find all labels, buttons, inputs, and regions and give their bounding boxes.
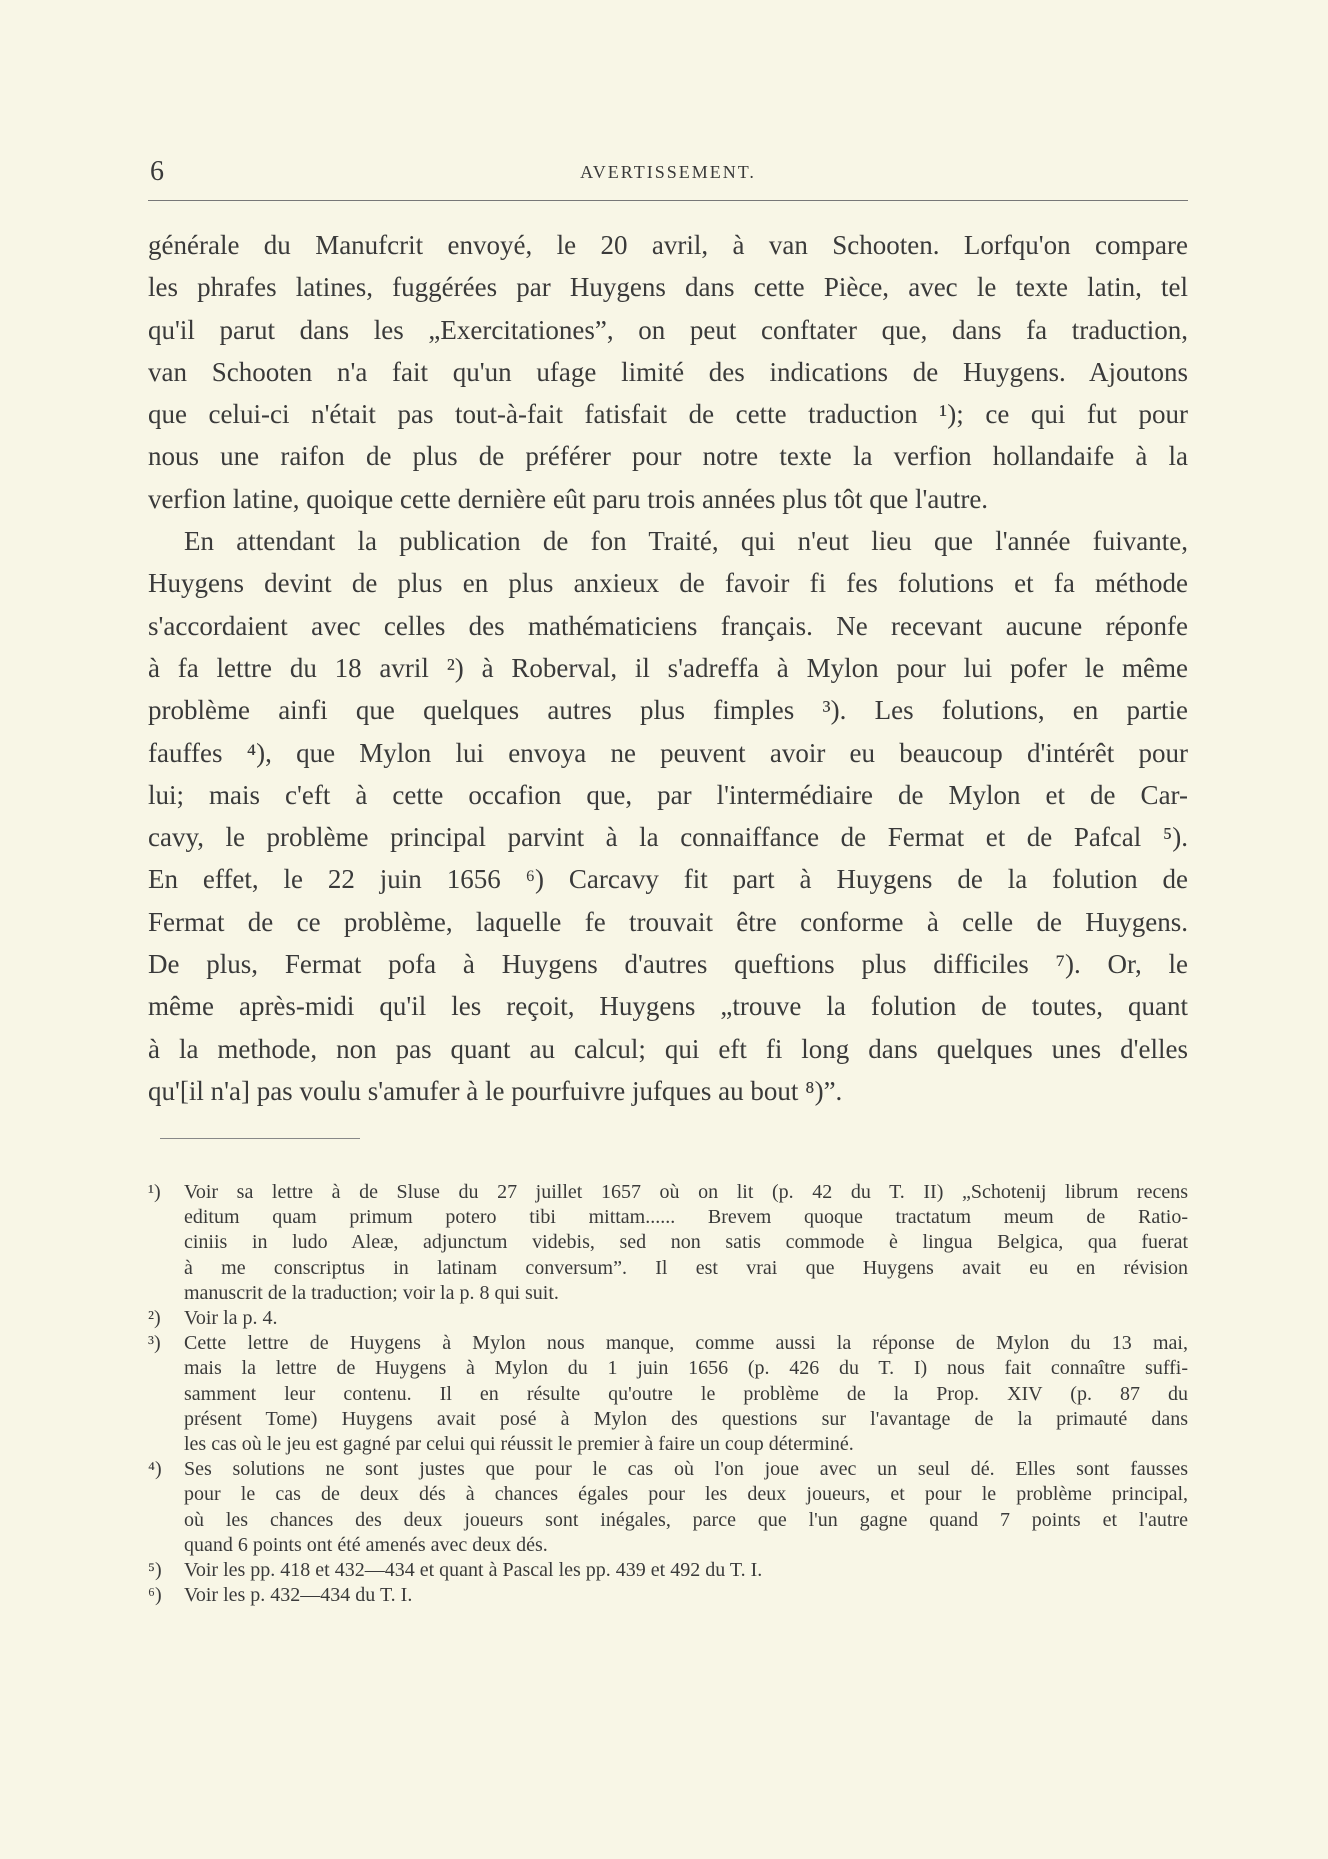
text-line: lui; mais c'eft à cette occafion que, par l'intermédiaire de Mylon et de Car- xyxy=(148,779,1188,810)
footnote xyxy=(148,1331,1188,1457)
header-rule xyxy=(148,200,1188,201)
text-line: nous une raifon de plus de préférer pour notre texte la verfion hollandaife à la xyxy=(148,441,1188,472)
text-line: Huygens devint de plus en plus anxieux de favoir fi fes folutions et fa méthode xyxy=(148,568,1188,599)
text-line: à la methode, non pas quant au calcul; qui eft fi long dans quelques unes d'elles xyxy=(148,1033,1188,1064)
text-line: qu'[il n'a] pas voulu s'amufer à le pourfuivre jufques au bout ⁸)”. xyxy=(148,1075,843,1106)
footnote-line: quand 6 points ont été amenés avec deux dés. xyxy=(184,1533,548,1556)
page-number: 6 xyxy=(150,156,164,187)
text-line: fauffes ⁴), que Mylon lui envoya ne peuvent avoir eu beaucoup d'intérêt pour xyxy=(148,737,1188,768)
footnote-text xyxy=(184,1180,1188,1306)
footnote-line: manuscrit de la traduction; voir la p. 8 qui suit. xyxy=(184,1281,559,1304)
footnote-line: les cas où le jeu est gagné par celui qui réussit le premier à faire un coup déterminé. xyxy=(184,1433,854,1456)
footnote-text xyxy=(184,1583,1188,1608)
text-line: De plus, Fermat pofa à Huygens d'autres queftions plus difficiles ⁷). Or, le xyxy=(148,949,1188,980)
text-line: En effet, le 22 juin 1656 ⁶) Carcavy fit part à Huygens de la folution de xyxy=(148,864,1188,895)
footnote-marker: ⁴) xyxy=(148,1458,162,1481)
footnote-separator xyxy=(160,1138,360,1139)
text-line: problème ainfi que quelques autres plus fimples ³). Les folutions, en partie xyxy=(148,695,1188,726)
paragraph xyxy=(148,520,1188,1112)
text-line: verfion latine, quoique cette dernière eût paru trois années plus tôt que l'autre. xyxy=(148,483,989,514)
footnote-line: Voir les p. 432—434 du T. I. xyxy=(184,1584,413,1607)
footnote-marker: ²) xyxy=(148,1307,161,1330)
main-text xyxy=(148,224,1188,1112)
footnote-marker: ³) xyxy=(148,1332,161,1355)
footnote-line: à me conscriptus in latinam conversum”. Il est vrai que Huygens avait eu en révision xyxy=(184,1256,1188,1279)
footnote xyxy=(148,1306,1188,1331)
text-line: générale du Manufcrit envoyé, le 20 avril, à van Schooten. Lorfqu'on compare xyxy=(148,230,1188,260)
footnote-line: Cette lettre de Huygens à Mylon nous manque, comme aussi la réponse de Mylon du 13 mai, xyxy=(184,1332,1188,1355)
text-line: En attendant la publication de fon Traité, qui n'eut lieu que l'année fuivante, xyxy=(184,526,1188,557)
running-header xyxy=(148,156,1188,196)
footnote-line: Voir sa lettre à de Sluse du 27 juillet 1657 où on lit (p. 42 du T. II) „Schotenij librum recens xyxy=(184,1181,1188,1203)
text-line: van Schooten n'a fait qu'un ufage limité des indications de Huygens. Ajoutons xyxy=(148,356,1188,387)
footnote-line: editum quam primum potero tibi mittam...... Brevem quoque tractatum meum de Ratio- xyxy=(184,1206,1188,1229)
footnote-marker: ⁵) xyxy=(148,1559,162,1582)
footnote-text xyxy=(184,1558,1188,1583)
text-line: s'accordaient avec celles des mathématiciens français. Ne recevant aucune réponfe xyxy=(148,610,1188,641)
footnote-text xyxy=(184,1457,1188,1558)
text-line: que celui-ci n'était pas tout-à-fait fatisfait de cette traduction ¹); ce qui fut pour xyxy=(148,399,1188,430)
footnote-line: où les chances des deux joueurs sont inégales, parce que l'un gagne quand 7 points et l'autre xyxy=(184,1508,1188,1531)
text-line: qu'il parut dans les „Exercitationes”, on peut conftater que, dans fa traduction, xyxy=(148,314,1188,345)
footnote-line: samment leur contenu. Il en résulte qu'outre le problème de la Prop. XIV (p. 87 du xyxy=(184,1382,1188,1405)
footnote-marker: ⁶) xyxy=(148,1584,162,1607)
text-line: cavy, le problème principal parvint à la connaiffance de Fermat et de Pafcal ⁵). xyxy=(148,822,1188,853)
text-line: à fa lettre du 18 avril ²) à Roberval, il s'adreffa à Mylon pour lui pofer le même xyxy=(148,652,1188,683)
footnote-line: ciniis in ludo Aleæ, adjunctum videbis, sed non satis commode è lingua Belgica, qua fuerat xyxy=(184,1231,1188,1254)
footnote-line: présent Tome) Huygens avait posé à Mylon des questions sur l'avantage de la primauté dans xyxy=(184,1407,1188,1430)
text-line: même après-midi qu'il les reçoit, Huygens „trouve la folution de toutes, quant xyxy=(148,991,1188,1022)
footnote xyxy=(148,1558,1188,1583)
running-title: AVERTISSEMENT. xyxy=(580,162,756,182)
paragraph xyxy=(148,224,1188,520)
footnote-text xyxy=(184,1331,1188,1457)
footnote-line: Ses solutions ne sont justes que pour le cas où l'on joue avec un seul dé. Elles sont fausses xyxy=(184,1458,1188,1481)
footnote xyxy=(148,1583,1188,1608)
footnote xyxy=(148,1180,1188,1306)
footnote-marker: ¹) xyxy=(148,1181,161,1203)
text-line: Fermat de ce problème, laquelle fe trouvait être conforme à celle de Huygens. xyxy=(148,906,1188,937)
text-line: les phrafes latines, fuggérées par Huygens dans cette Pièce, avec le texte latin, tel xyxy=(148,272,1188,303)
footnotes xyxy=(148,1180,1188,1608)
footnote-text xyxy=(184,1306,1188,1331)
footnote-line: mais la lettre de Huygens à Mylon du 1 juin 1656 (p. 426 du T. I) nous fait connaître suffi- xyxy=(184,1357,1188,1380)
footnote-line: Voir la p. 4. xyxy=(184,1307,278,1330)
footnote-line: pour le cas de deux dés à chances égales pour les deux joueurs, et pour le problème principal, xyxy=(184,1483,1188,1506)
footnote xyxy=(148,1457,1188,1558)
footnote-line: Voir les pp. 418 et 432—434 et quant à Pascal les pp. 439 et 492 du T. I. xyxy=(184,1559,763,1582)
